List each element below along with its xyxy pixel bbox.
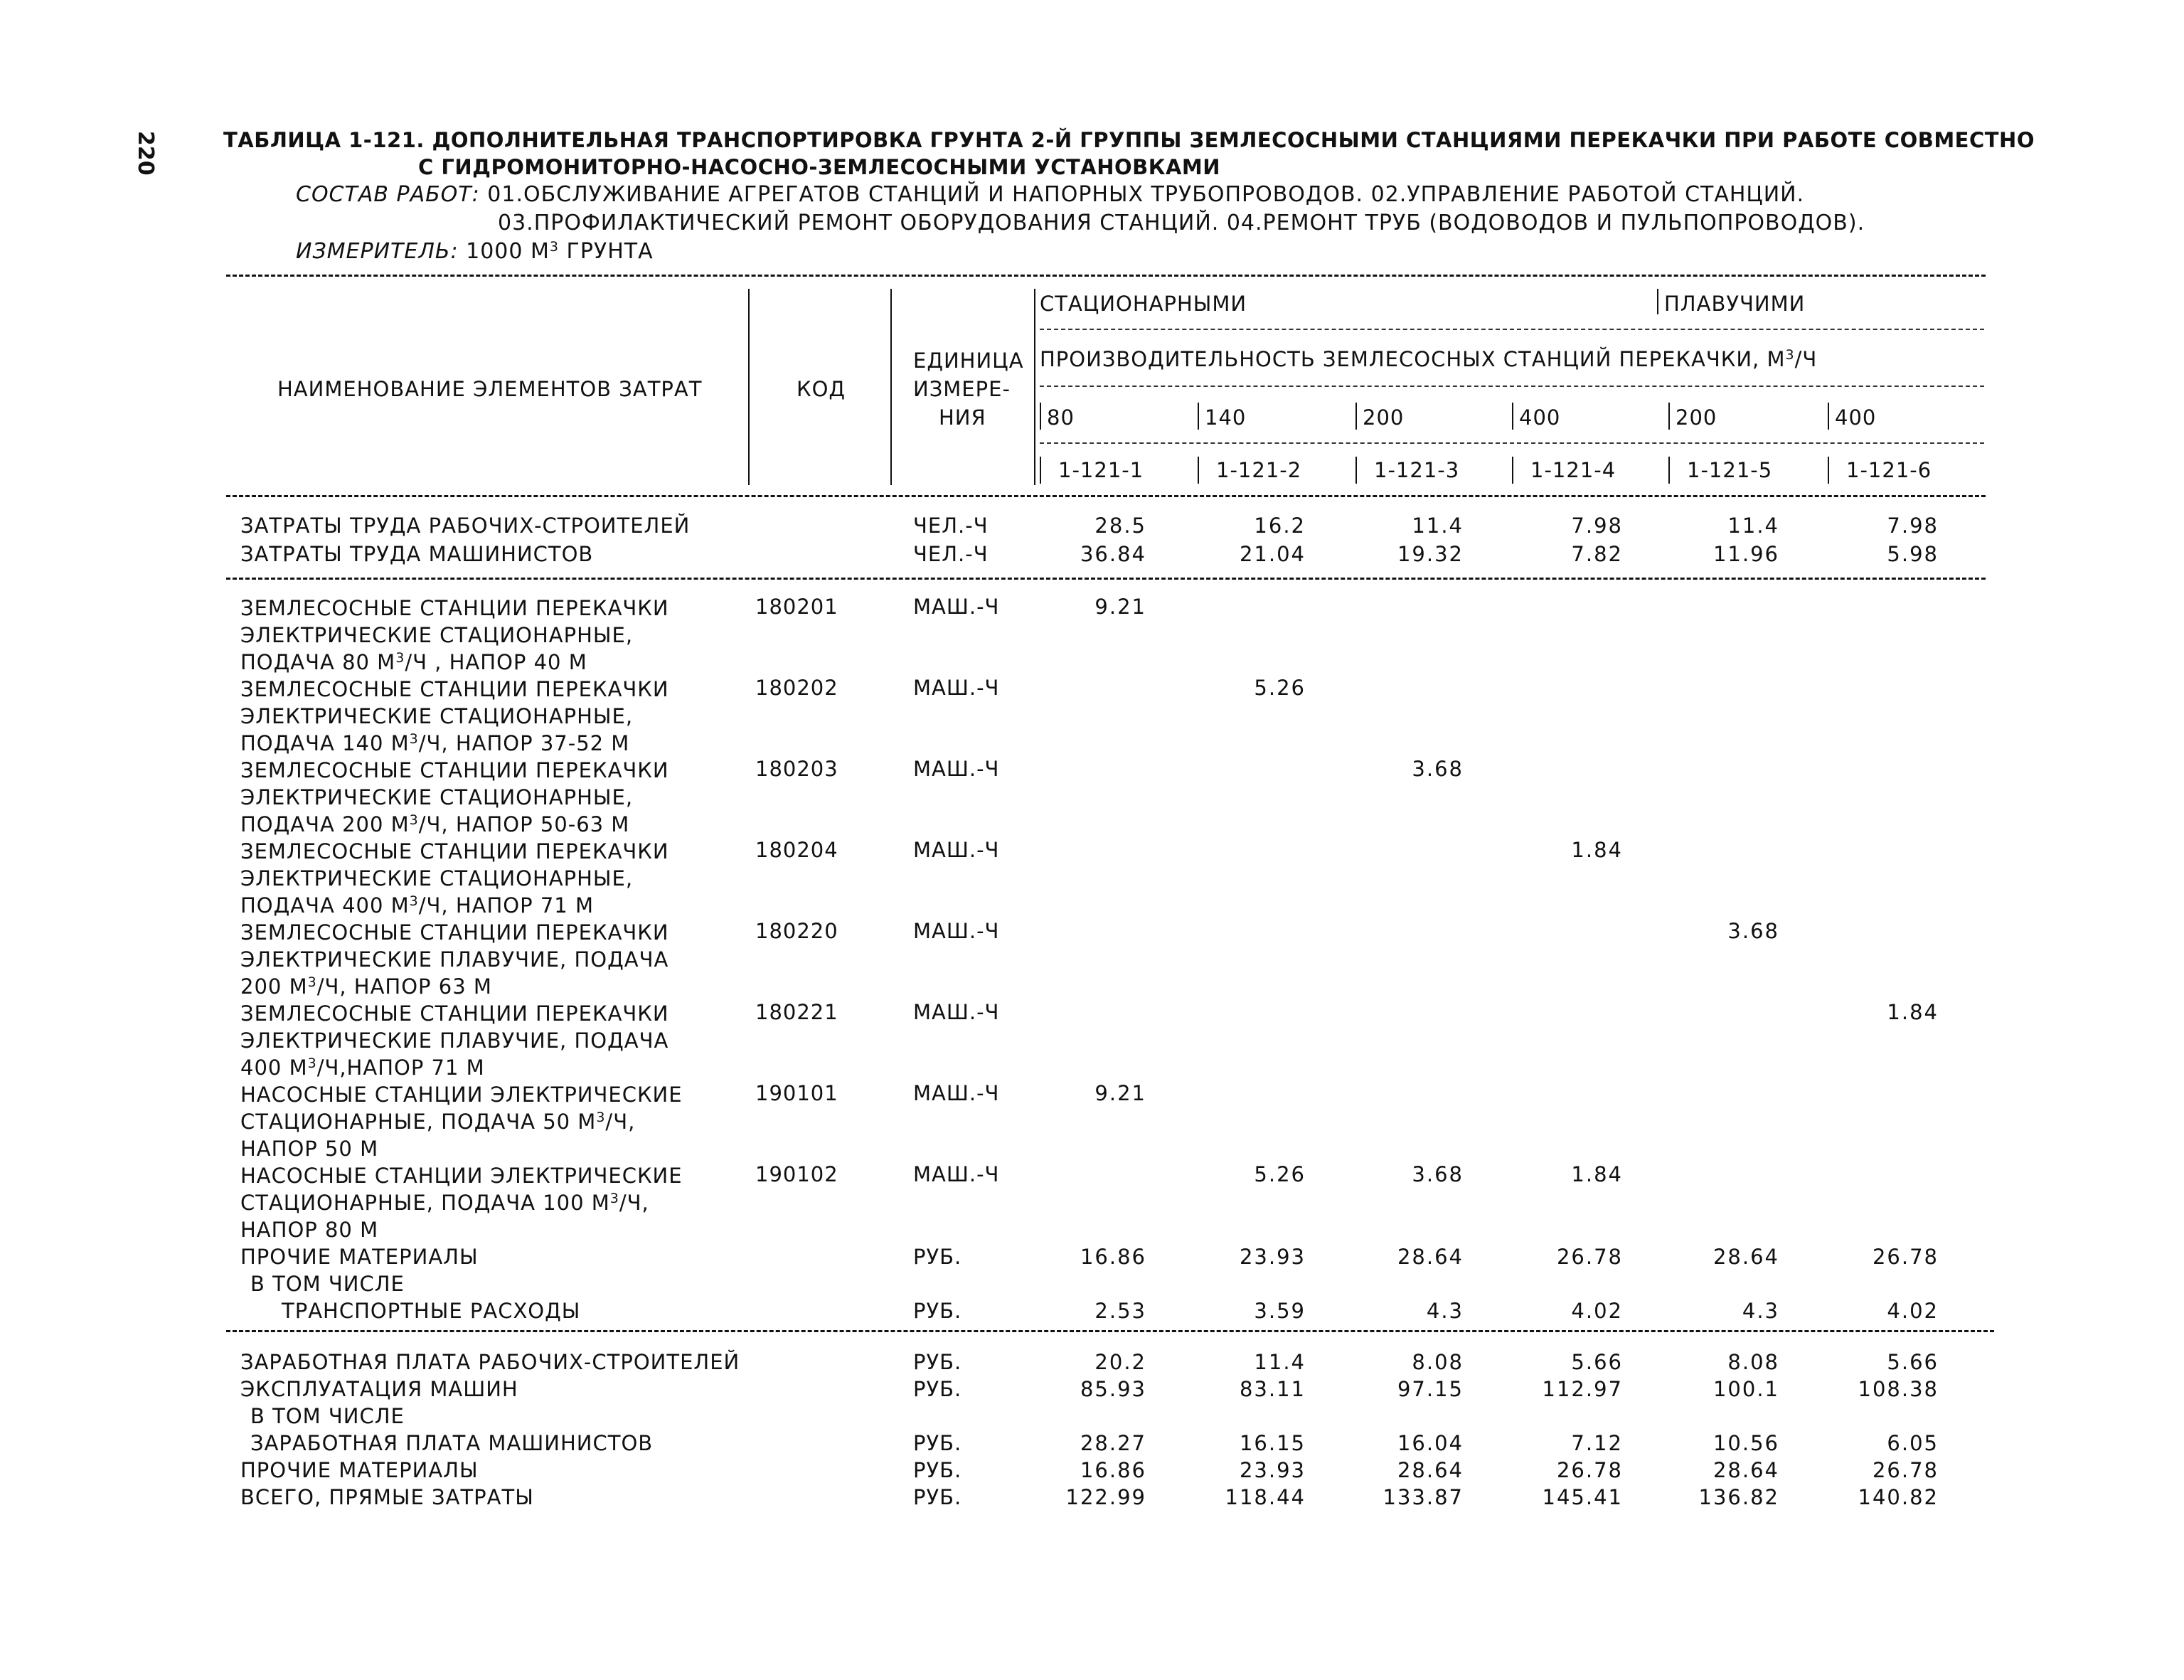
materials-value-1: 16.86 (1080, 1245, 1146, 1269)
transport-value-3: 4.3 (1426, 1299, 1464, 1323)
summary-row-5-value-5: 28.64 (1712, 1458, 1779, 1482)
summary-row-name: ВСЕГО, ПРЯМЫЕ ЗАТРАТЫ (240, 1485, 534, 1509)
summary-row-4-value-5: 10.56 (1712, 1431, 1779, 1455)
summary-row-1-value-6: 5.66 (1887, 1350, 1939, 1374)
summary-row-2-value-5: 100.1 (1712, 1377, 1779, 1401)
labor-row-2-value-1: 36.84 (1080, 542, 1146, 566)
machine-row-8-value-4: 1.84 (1571, 1162, 1623, 1186)
machine-row-6-value-6: 1.84 (1887, 1000, 1939, 1024)
summary-row-unit: РУБ. (913, 1431, 962, 1455)
header-unit-line-1: ЕДИНИЦА (913, 349, 1024, 373)
meter-label: ИЗМЕРИТЕЛЬ: (296, 239, 459, 264)
machine-row-unit: МАШ.-Ч (913, 757, 1000, 781)
summary-row-unit: РУБ. (913, 1485, 962, 1509)
machine-row-code: 180201 (755, 595, 838, 619)
summary-row-2-value-3: 97.15 (1397, 1377, 1464, 1401)
summary-row-4-value-2: 16.15 (1239, 1431, 1306, 1455)
meter-sup: 3 (549, 239, 559, 255)
materials-value-2: 23.93 (1239, 1245, 1306, 1269)
transport-unit: РУБ. (913, 1299, 962, 1323)
machine-row-name: ЗЕМЛЕСОСНЫЕ СТАНЦИИ ПЕРЕКАЧКИ ЭЛЕКТРИЧЕСКИЕ СТАЦИОНАРНЫЕ, ПОДАЧА 200 $М^3/Ч$, НАПОР 50-63 М (240, 758, 669, 836)
labor-row-1-value-2: 16.2 (1254, 514, 1306, 538)
summary-row-4-value-1: 28.27 (1080, 1431, 1146, 1455)
machine-row-code: 190102 (755, 1162, 838, 1186)
labor-row-name: ЗАТРАТЫ ТРУДА РАБОЧИХ-СТРОИТЕЛЕЙ (240, 514, 691, 538)
summary-row-5-value-1: 16.86 (1080, 1458, 1146, 1482)
machine-row-code: 180204 (755, 838, 838, 862)
machine-row-code: 180202 (755, 676, 838, 700)
summary-row-unit: РУБ. (913, 1350, 962, 1374)
machine-row-8-value-3: 3.68 (1412, 1162, 1464, 1186)
norm-code-4: 1-121-4 (1530, 458, 1616, 482)
header-name-col: НАИМЕНОВАНИЕ ЭЛЕМЕНТОВ ЗАТРАТ (277, 377, 703, 401)
rule-after-materials (226, 1330, 1994, 1332)
capacity-2: 140 (1205, 405, 1247, 430)
materials-value-3: 28.64 (1397, 1245, 1464, 1269)
capacity-4: 400 (1519, 405, 1561, 430)
labor-row-1-value-6: 7.98 (1887, 514, 1939, 538)
labor-row-1-value-3: 11.4 (1412, 514, 1464, 538)
machine-row-unit: МАШ.-Ч (913, 1162, 1000, 1186)
summary-row-name: ПРОЧИЕ МАТЕРИАЛЫ (240, 1458, 479, 1482)
summary-row-6-value-2: 118.44 (1225, 1485, 1306, 1509)
materials-name: ПРОЧИЕ МАТЕРИАЛЫ (240, 1245, 479, 1269)
transport-value-6: 4.02 (1887, 1299, 1939, 1323)
transport-value-1: 2.53 (1094, 1299, 1146, 1323)
machine-row-name: НАСОСНЫЕ СТАНЦИИ ЭЛЕКТРИЧЕСКИЕ СТАЦИОНАРНЫЕ, ПОДАЧА 50 $М^3/Ч$, НАПОР 50 М (240, 1083, 683, 1161)
productivity-text: ПРОИЗВОДИТЕЛЬНОСТЬ ЗЕМЛЕСОСНЫХ СТАНЦИЙ ПЕРЕКАЧКИ, М (1040, 347, 1786, 371)
machine-row-name: ЗЕМЛЕСОСНЫЕ СТАНЦИИ ПЕРЕКАЧКИ ЭЛЕКТРИЧЕСКИЕ СТАЦИОНАРНЫЕ, ПОДАЧА 140 $М^3/Ч$, НАПОР 37-52 М (240, 677, 669, 755)
summary-row-5-value-3: 28.64 (1397, 1458, 1464, 1482)
rule-header-2 (1040, 386, 1984, 387)
machine-row-code: 180203 (755, 757, 838, 781)
machine-row-name: ЗЕМЛЕСОСНЫЕ СТАНЦИИ ПЕРЕКАЧКИ ЭЛЕКТРИЧЕСКИЕ СТАЦИОНАРНЫЕ, ПОДАЧА 80 $М^3/Ч$ , НАПОР 40 М (240, 596, 669, 674)
productivity-tail: /Ч (1794, 347, 1818, 371)
transport-name: ТРАНСПОРТНЫЕ РАСХОДЫ (282, 1299, 581, 1323)
capacity-1: 80 (1047, 405, 1075, 430)
machine-row-4-value-4: 1.84 (1571, 838, 1623, 862)
labor-row-2-value-4: 7.82 (1571, 542, 1623, 566)
code-divider-4 (1512, 457, 1513, 484)
machine-row-name: НАСОСНЫЕ СТАНЦИИ ЭЛЕКТРИЧЕСКИЕ СТАЦИОНАРНЫЕ, ПОДАЧА 100 $М^3/Ч$, НАПОР 80 М (240, 1164, 683, 1242)
summary-row-name: ЭКСПЛУАТАЦИЯ МАШИН (240, 1377, 518, 1401)
machine-row-3-value-3: 3.68 (1412, 757, 1464, 781)
productivity-divider (1034, 347, 1035, 374)
work-composition-label: СОСТАВ РАБОТ: (296, 182, 480, 207)
norm-code-2: 1-121-2 (1216, 458, 1302, 482)
code-divider-2 (1198, 457, 1199, 484)
capacity-divider-6 (1828, 403, 1829, 430)
summary-row-unit: РУБ. (913, 1458, 962, 1482)
summary-row-4-value-4: 7.12 (1571, 1431, 1623, 1455)
rule-header-3 (1040, 442, 1984, 444)
col-divider-unit (1034, 289, 1035, 485)
materials-incl: В ТОМ ЧИСЛЕ (250, 1272, 405, 1296)
summary-row-4-value-6: 6.05 (1887, 1431, 1939, 1455)
machine-row-2-value-2: 5.26 (1254, 676, 1306, 700)
summary-row-name: ЗАРАБОТНАЯ ПЛАТА РАБОЧИХ-СТРОИТЕЛЕЙ (240, 1350, 740, 1374)
page-number: 220 (133, 131, 158, 176)
labor-row-2-value-2: 21.04 (1239, 542, 1306, 566)
capacity-3: 200 (1363, 405, 1405, 430)
summary-row-6-value-1: 122.99 (1065, 1485, 1146, 1509)
summary-row-name: В ТОМ ЧИСЛЕ (250, 1404, 405, 1428)
machine-row-unit: МАШ.-Ч (913, 838, 1000, 862)
rule-after-header (226, 495, 1986, 497)
capacity-divider-1 (1040, 403, 1041, 430)
materials-value-4: 26.78 (1556, 1245, 1623, 1269)
labor-row-unit: ЧЕЛ.-Ч (913, 542, 989, 566)
table-title-line-1: ТАБЛИЦА 1-121. ДОПОЛНИТЕЛЬНАЯ ТРАНСПОРТИРОВКА ГРУНТА 2-Й ГРУППЫ ЗЕМЛЕСОСНЫМИ СТАНЦИЯМИ ПЕРЕКАЧКИ ПРИ РАБОТЕ СОВМЕСТНО (223, 128, 2035, 152)
col-divider-name (748, 289, 750, 485)
meter-tail: ГРУНТА (559, 239, 654, 264)
work-composition-text-1: 01.ОБСЛУЖИВАНИЕ АГРЕГАТОВ СТАНЦИЙ И НАПОРНЫХ ТРУБОПРОВОДОВ. 02.УПРАВЛЕНИЕ РАБОТОЙ СТАНЦИЙ. (487, 182, 1805, 207)
rule-after-labor (226, 578, 1986, 580)
group-stationary: СТАЦИОНАРНЫМИ (1040, 292, 1247, 316)
work-composition-line-1 (296, 182, 1804, 207)
summary-row-2-value-6: 108.38 (1858, 1377, 1939, 1401)
norm-code-6: 1-121-6 (1846, 458, 1932, 482)
materials-value-6: 26.78 (1872, 1245, 1939, 1269)
code-divider-5 (1668, 457, 1670, 484)
summary-row-5-value-2: 23.93 (1239, 1458, 1306, 1482)
machine-row-unit: МАШ.-Ч (913, 1081, 1000, 1105)
norm-code-1: 1-121-1 (1058, 458, 1144, 482)
labor-row-unit: ЧЕЛ.-Ч (913, 514, 989, 538)
transport-value-2: 3.59 (1254, 1299, 1306, 1323)
summary-row-1-value-5: 8.08 (1727, 1350, 1779, 1374)
summary-row-5-value-4: 26.78 (1556, 1458, 1623, 1482)
labor-row-1-value-5: 11.4 (1727, 514, 1779, 538)
labor-row-1-value-4: 7.98 (1571, 514, 1623, 538)
capacity-divider-2 (1198, 403, 1199, 430)
transport-value-5: 4.3 (1742, 1299, 1779, 1323)
machine-row-name: ЗЕМЛЕСОСНЫЕ СТАНЦИИ ПЕРЕКАЧКИ ЭЛЕКТРИЧЕСКИЕ ПЛАВУЧИЕ, ПОДАЧА 200 $М^3/Ч$, НАПОР 63 М (240, 920, 669, 999)
norm-code-3: 1-121-3 (1374, 458, 1460, 482)
labor-row-2-value-6: 5.98 (1887, 542, 1939, 566)
col-divider-code (890, 289, 892, 485)
summary-row-1-value-4: 5.66 (1571, 1350, 1623, 1374)
materials-unit: РУБ. (913, 1245, 962, 1269)
summary-row-1-value-3: 8.08 (1412, 1350, 1464, 1374)
summary-row-unit: РУБ. (913, 1377, 962, 1401)
transport-value-4: 4.02 (1571, 1299, 1623, 1323)
labor-row-2-value-3: 19.32 (1397, 542, 1464, 566)
summary-row-2-value-1: 85.93 (1080, 1377, 1146, 1401)
summary-row-1-value-1: 20.2 (1094, 1350, 1146, 1374)
summary-row-6-value-3: 133.87 (1383, 1485, 1464, 1509)
summary-row-name: ЗАРАБОТНАЯ ПЛАТА МАШИНИСТОВ (250, 1431, 654, 1455)
capacity-divider-3 (1355, 403, 1357, 430)
code-divider-6 (1828, 457, 1829, 484)
labor-row-2-value-5: 11.96 (1712, 542, 1779, 566)
capacity-6: 400 (1835, 405, 1877, 430)
machine-row-unit: МАШ.-Ч (913, 1000, 1000, 1024)
machine-row-1-value-1: 9.21 (1094, 595, 1146, 619)
machine-row-name: ЗЕМЛЕСОСНЫЕ СТАНЦИИ ПЕРЕКАЧКИ ЭЛЕКТРИЧЕСКИЕ ПЛАВУЧИЕ, ПОДАЧА 400 $М^3/Ч,НАПОР$ 71 М (240, 1001, 669, 1080)
group-floating: ПЛАВУЧИМИ (1664, 292, 1806, 316)
machine-row-code: 180221 (755, 1000, 838, 1024)
labor-row-1-value-1: 28.5 (1094, 514, 1146, 538)
machine-row-5-value-5: 3.68 (1727, 919, 1779, 943)
machine-row-8-value-2: 5.26 (1254, 1162, 1306, 1186)
machine-row-code: 190101 (755, 1081, 838, 1105)
summary-row-6-value-4: 145.41 (1542, 1485, 1623, 1509)
summary-row-4-value-3: 16.04 (1397, 1431, 1464, 1455)
machine-row-unit: МАШ.-Ч (913, 595, 1000, 619)
work-composition-line-2: 03.ПРОФИЛАКТИЧЕСКИЙ РЕМОНТ ОБОРУДОВАНИЯ СТАНЦИЙ. 04.РЕМОНТ ТРУБ (ВОДОВОДОВ И ПУЛЬПОПРОВОДОВ). (498, 211, 1865, 235)
labor-row-name: ЗАТРАТЫ ТРУДА МАШИНИСТОВ (240, 542, 594, 566)
table-title-line-2: С ГИДРОМОНИТОРНО-НАСОСНО-ЗЕМЛЕСОСНЫМИ УСТАНОВКАМИ (418, 155, 1221, 179)
rule-header-1 (1040, 329, 1984, 330)
rule-top (226, 275, 1986, 277)
meter-value: 1000 М (466, 239, 550, 264)
machine-row-unit: МАШ.-Ч (913, 676, 1000, 700)
header-unit-line-3: НИЯ (939, 405, 986, 430)
header-unit-line-2: ИЗМЕРЕ- (913, 377, 1011, 401)
norm-code-5: 1-121-5 (1687, 458, 1773, 482)
summary-row-6-value-6: 140.82 (1858, 1485, 1939, 1509)
capacity-5: 200 (1676, 405, 1717, 430)
machine-row-7-value-1: 9.21 (1094, 1081, 1146, 1105)
meter-line (296, 239, 654, 264)
summary-row-6-value-5: 136.82 (1698, 1485, 1779, 1509)
summary-row-2-value-4: 112.97 (1542, 1377, 1623, 1401)
summary-row-2-value-2: 83.11 (1239, 1377, 1306, 1401)
capacity-divider-4 (1512, 403, 1513, 430)
productivity-sup: 3 (1785, 347, 1795, 363)
machine-row-unit: МАШ.-Ч (913, 919, 1000, 943)
summary-row-1-value-2: 11.4 (1254, 1350, 1306, 1374)
productivity-header (1040, 347, 1817, 371)
machine-row-name: ЗЕМЛЕСОСНЫЕ СТАНЦИИ ПЕРЕКАЧКИ ЭЛЕКТРИЧЕСКИЕ СТАЦИОНАРНЫЕ, ПОДАЧА 400 $М^3/Ч$, НАПОР 71 М (240, 839, 669, 918)
summary-row-5-value-6: 26.78 (1872, 1458, 1939, 1482)
materials-value-5: 28.64 (1712, 1245, 1779, 1269)
code-divider-1 (1040, 457, 1041, 484)
capacity-divider-5 (1668, 403, 1670, 430)
machine-row-code: 180220 (755, 919, 838, 943)
group-divider (1657, 289, 1658, 314)
code-divider-3 (1355, 457, 1357, 484)
header-code-col: КОД (797, 377, 846, 401)
